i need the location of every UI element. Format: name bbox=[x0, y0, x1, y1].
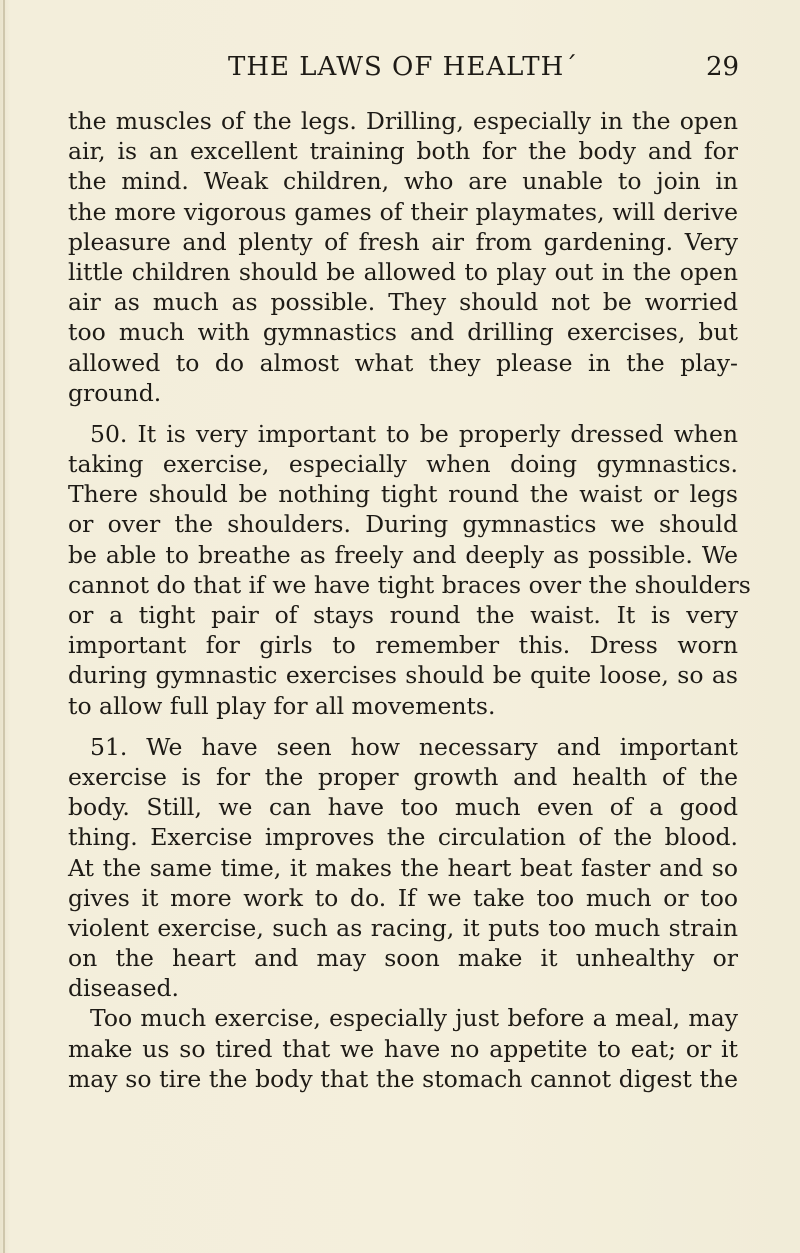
text-line: important for girls to remember this. Dress worn bbox=[68, 631, 738, 660]
running-head bbox=[0, 52, 800, 88]
running-head-title: THE LAWS OF HEALTHˊ bbox=[228, 52, 579, 82]
text-line: the mind. Weak children, who are unable to join in bbox=[68, 167, 738, 196]
text-line: gives it more work to do. If we take too much or too bbox=[68, 883, 738, 912]
paragraph-section-51 bbox=[68, 732, 738, 1004]
text-line: during gymnastic exercises should be quite loose, so as bbox=[68, 661, 738, 690]
text-line: diseased. bbox=[68, 974, 180, 1003]
text-line: make us so tired that we have no appetite to eat; or it bbox=[68, 1034, 738, 1063]
page-gutter-edge bbox=[3, 0, 5, 1253]
text-line: or a tight pair of stays round the waist. It is very bbox=[68, 601, 738, 629]
paragraph-gap bbox=[68, 721, 738, 732]
text-line: may so tire the body that the stomach cannot digest the bbox=[68, 1064, 738, 1093]
text-line: At the same time, it makes the heart beat faster and so bbox=[68, 853, 738, 882]
paragraph-continuation bbox=[68, 106, 738, 408]
text-line: body. Still, we can have too much even of a good bbox=[68, 793, 738, 822]
text-line: allowed to do almost what they please in the play- bbox=[68, 348, 738, 377]
text-line: 51. We have seen how necessary and important bbox=[90, 732, 738, 761]
text-line: little children should be allowed to play out in the open bbox=[68, 257, 738, 286]
text-line: taking exercise, especially when doing gymnastics. bbox=[68, 450, 738, 479]
paragraph-section-50 bbox=[68, 419, 751, 721]
paragraph-too-much-exercise bbox=[68, 1003, 738, 1094]
text-line: pleasure and plenty of fresh air from gardening. Very bbox=[68, 227, 738, 256]
text-line: Too much exercise, especially just before a meal, may bbox=[90, 1004, 738, 1033]
text-line: cannot do that if we have tight braces over the shoulders bbox=[68, 570, 751, 599]
page-number: 29 bbox=[706, 52, 740, 82]
text-line: There should be nothing tight round the waist or legs bbox=[68, 480, 738, 509]
text-line: thing. Exercise improves the circulation of the blood. bbox=[68, 823, 738, 852]
text-line: air as much as possible. They should not be worried bbox=[68, 288, 738, 317]
text-line: the muscles of the legs. Drilling, especially in the open bbox=[68, 107, 738, 135]
paragraph-gap bbox=[68, 408, 738, 419]
text-line: violent exercise, such as racing, it puts too much strain bbox=[68, 913, 738, 942]
text-line: ground. bbox=[68, 378, 162, 407]
text-line: to allow full play for all movements. bbox=[68, 691, 496, 720]
text-line: the more vigorous games of their playmates, will derive bbox=[68, 197, 738, 226]
text-line: or over the shoulders. During gymnastics we should bbox=[68, 510, 738, 539]
text-line: be able to breathe as freely and deeply as possible. We bbox=[68, 540, 738, 569]
text-line: 50. It is very important to be properly dressed when bbox=[90, 419, 738, 448]
text-line: air, is an excellent training both for the body and for bbox=[68, 137, 738, 166]
text-line: on the heart and may soon make it unhealthy or bbox=[68, 944, 738, 973]
text-line: too much with gymnastics and drilling exercises, but bbox=[68, 318, 738, 347]
body-text bbox=[68, 106, 751, 1094]
text-line: exercise is for the proper growth and health of the bbox=[68, 762, 738, 791]
